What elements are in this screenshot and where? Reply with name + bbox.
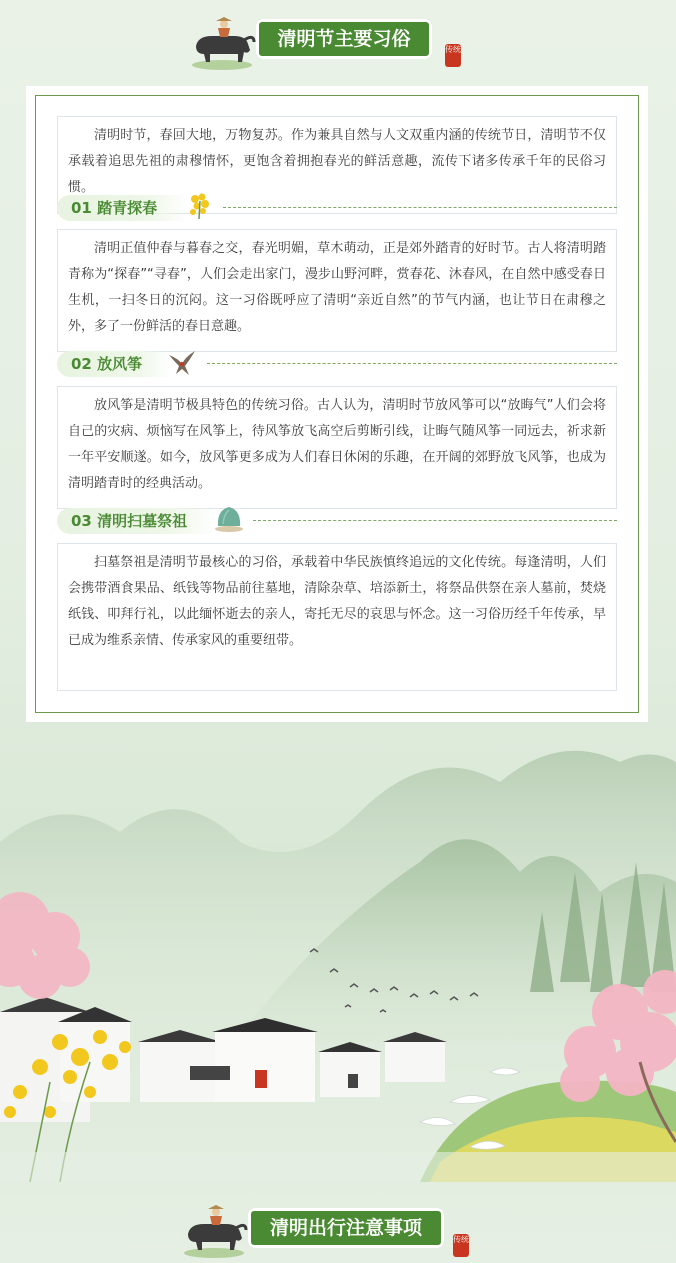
section-divider-1 (223, 207, 617, 208)
content-panel (26, 86, 648, 722)
section-header-3 (57, 508, 617, 534)
swallow-bird-icon (165, 347, 199, 379)
seal-stamp: 传统 (453, 1234, 469, 1257)
section-text-box-3 (57, 543, 617, 691)
section-header-1 (57, 195, 617, 221)
section-label-3: 03 清明扫墓祭祖 (57, 508, 217, 534)
header-banner (0, 10, 676, 80)
section-divider-3 (253, 520, 617, 521)
rapeseed-flower-icon (185, 191, 215, 221)
section-header-2 (57, 351, 617, 377)
footer-banner (0, 1200, 676, 1263)
section-paragraph-1: 清明正值仲春与暮春之交，春光明媚，草木萌动，正是郊外踏青的好时节。古人将清明踏青称为“探春”“寻春”，人们会走出家门，漫步山野河畔，赏春花、沐春风，在自然中感受春日生机，一扫冬日的沉闷。这一习俗既呼应了清明“亲近自然”的节气内涵，也让节日在肃穆之外，多了一份鲜活的春日意趣。 (68, 241, 606, 334)
qingtuan-dumpling-icon (213, 504, 245, 534)
section-text-box-1 (57, 229, 617, 352)
seal-stamp: 传统 (445, 44, 461, 67)
landscape-illustration (0, 722, 676, 1182)
section-title-travel-tips: 清明出行注意事项 (248, 1208, 444, 1248)
section-paragraph-2: 放风筝是清明节极具特色的传统习俗。古人认为，清明时节放风筝可以“放晦气”人们会将自己的灾病、烦恼写在风筝上，待风筝放飞高空后剪断引线，让晦气随风筝一同远去，祈求新一年平安顺遂。如今，放风筝更多成为人们春日休闲的乐趣，在开阔的郊野放飞风筝，也成为清明踏青时的经典活动。 (68, 398, 606, 491)
section-label-1: 01 踏青探春 (57, 195, 187, 221)
section-title-customs: 清明节主要习俗 (256, 19, 432, 59)
section-divider-2 (207, 363, 617, 364)
section-label-2: 02 放风筝 (57, 351, 172, 377)
ox-herder-illustration (188, 16, 258, 72)
intro-paragraph: 清明时节，春回大地，万物复苏。作为兼具自然与人文双重内涵的传统节日，清明节不仅承载着追思先祖的肃穆情怀，更饱含着拥抱春光的鲜活意趣，流传下诸多传承千年的民俗习惯。 (68, 128, 606, 195)
panel-border (35, 95, 639, 713)
section-text-box-2 (57, 386, 617, 509)
ox-herder-illustration (180, 1204, 250, 1260)
section-paragraph-3: 扫墓祭祖是清明节最核心的习俗，承载着中华民族慎终追远的文化传统。每逢清明，人们会携带酒食果品、纸钱等物品前往墓地，清除杂草、培添新土，将祭品供祭在亲人墓前，焚烧纸钱、叩拜行礼，以此缅怀逝去的亲人，寄托无尽的哀思与怀念。这一习俗历经千年传承，早已成为维系亲情、传承家风的重要纽带。 (68, 555, 606, 648)
